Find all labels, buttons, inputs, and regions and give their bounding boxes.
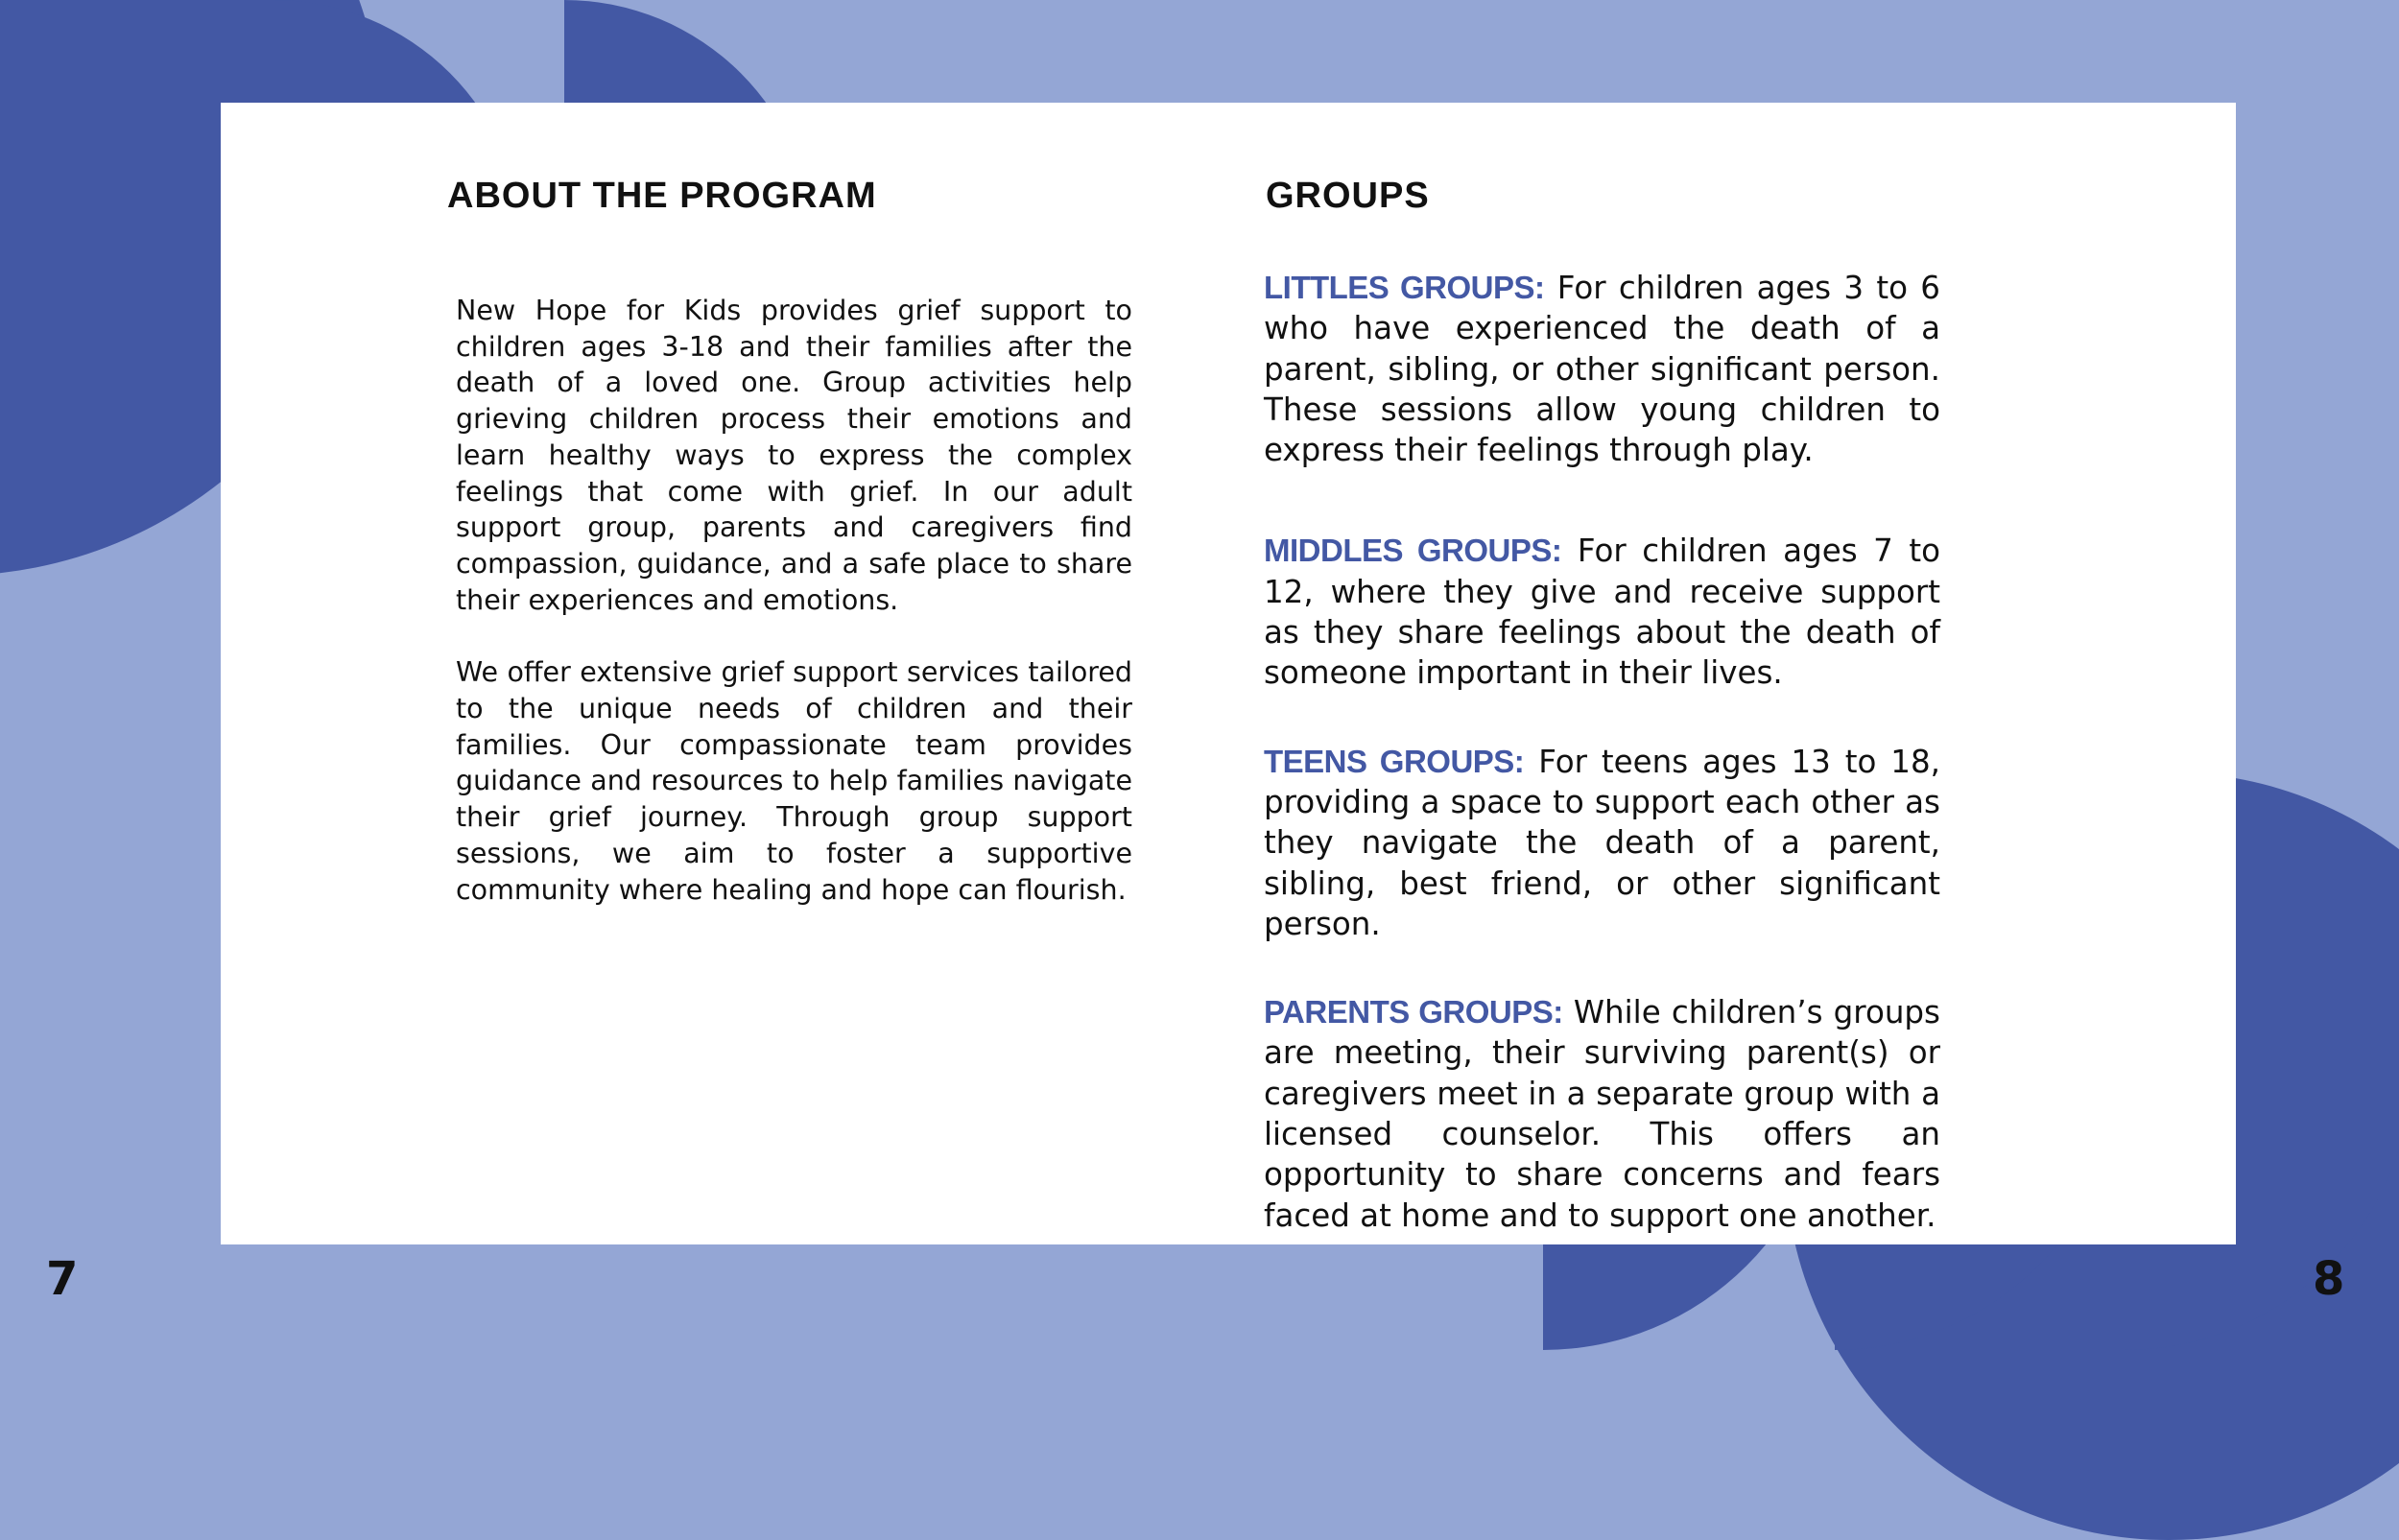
about-heading: ABOUT THE PROGRAM [447,176,877,216]
group-description: For children ages 7 to 12, where they give and receive support as they share feelings about the death of someone important in their lives. [1264,533,1940,692]
group-title: TEENS GROUPS: [1264,743,1525,779]
about-paragraph: New Hope for Kids provides grief support to children ages 3-18 and their families after the death of a loved one. Group activities help grieving children process their emotions and learn healthy ways to express the complex feelings that come with grief. In our adult support group, parents and caregivers find compassion, guidance, and a safe place to share their experiences and emotions. [456,295,1132,616]
group-title: LITTLES GROUPS: [1264,270,1545,305]
about-paragraph: We offer extensive grief support services tailored to the unique needs of children and their families. Our compassionate team provides guidance and resources to help families navigate their grief journey. Through group support sessions, we aim to foster a supportive community where healing and hope can flourish. [456,656,1132,906]
groups-section [1264,268,1940,1236]
group-description: For teens ages 13 to 18, providing a space to support each other as they navigate the death of a parent, sibling, best friend, or other significant person. [1264,743,1940,942]
page-number-right: 8 [2313,1252,2345,1306]
group-parents [1264,992,1940,1236]
group-title: PARENTS GROUPS: [1264,994,1563,1031]
group-middles [1264,531,1940,693]
page-number-left: 7 [46,1252,79,1306]
group-littles [1264,268,1940,470]
content-card [221,103,2236,1244]
groups-heading: GROUPS [1266,176,1430,216]
about-section [456,293,1132,908]
group-title: MIDDLES GROUPS: [1264,533,1562,569]
group-description: While children’s groups are meeting, their surviving parent(s) or caregivers meet in a separate group with a licensed counselor. This offers an opportunity to share concerns and fears faced at home and to support one another. [1264,994,1940,1234]
group-teens [1264,742,1940,944]
group-description: For children ages 3 to 6 who have experienced the death of a parent, sibling, or other significant person. These sessions allow young children to express their feelings through play. [1264,270,1940,469]
